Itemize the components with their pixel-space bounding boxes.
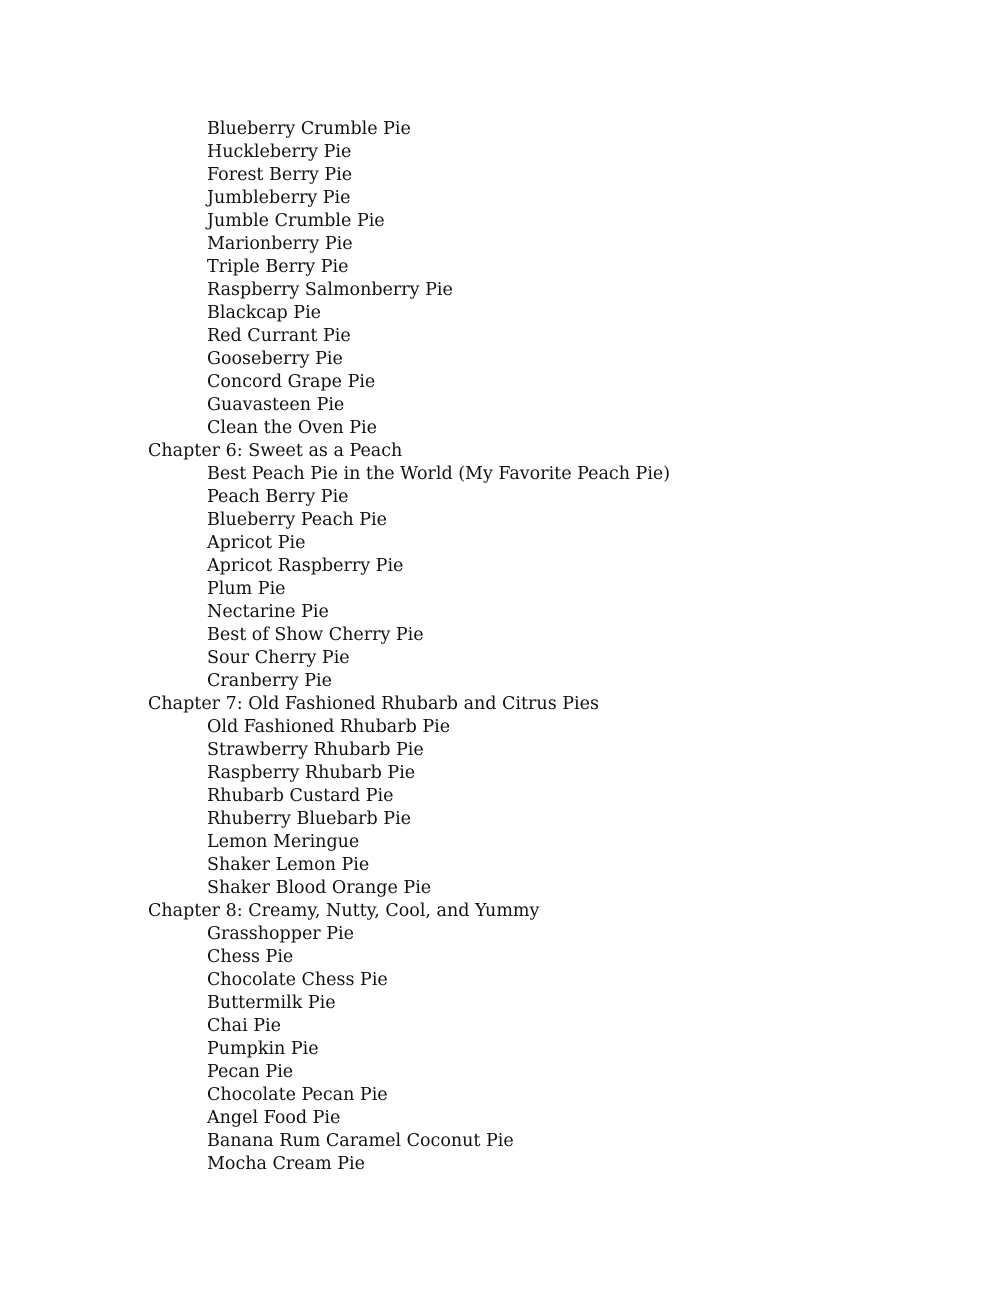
recipe-list-item: Mocha Cream Pie: [207, 1154, 365, 1174]
recipe-list-item: Red Currant Pie: [207, 326, 351, 346]
recipe-list-item: Peach Berry Pie: [207, 487, 349, 507]
recipe-list-item: Gooseberry Pie: [207, 349, 343, 369]
chapter-heading: Chapter 6: Sweet as a Peach: [148, 441, 403, 461]
recipe-list-item: Raspberry Rhubarb Pie: [207, 763, 416, 783]
recipe-list-item: Guavasteen Pie: [207, 395, 345, 415]
recipe-list-item: Chess Pie: [207, 947, 294, 967]
recipe-list-item: Triple Berry Pie: [207, 257, 349, 277]
recipe-list-item: Concord Grape Pie: [207, 372, 376, 392]
recipe-list-item: Best Peach Pie in the World (My Favorite Peach Pie): [207, 464, 671, 484]
recipe-list-item: Buttermilk Pie: [207, 993, 336, 1013]
recipe-list-item: Chocolate Chess Pie: [207, 970, 388, 990]
recipe-list-item: Forest Berry Pie: [207, 165, 353, 185]
recipe-list-item: Old Fashioned Rhubarb Pie: [207, 717, 451, 737]
recipe-list-item: Apricot Raspberry Pie: [207, 556, 404, 576]
recipe-list-item: Rhubarb Custard Pie: [207, 786, 394, 806]
recipe-list-item: Blackcap Pie: [207, 303, 322, 323]
recipe-list-item: Angel Food Pie: [207, 1108, 341, 1128]
recipe-list-item: Chai Pie: [207, 1016, 281, 1036]
recipe-list-item: Blueberry Crumble Pie: [207, 119, 411, 139]
recipe-list-item: Rhuberry Bluebarb Pie: [207, 809, 412, 829]
recipe-list-item: Chocolate Pecan Pie: [207, 1085, 388, 1105]
recipe-list-item: Clean the Oven Pie: [207, 418, 377, 438]
recipe-list-item: Best of Show Cherry Pie: [207, 625, 424, 645]
recipe-list-item: Blueberry Peach Pie: [207, 510, 387, 530]
recipe-list-item: Strawberry Rhubarb Pie: [207, 740, 424, 760]
recipe-list-item: Sour Cherry Pie: [207, 648, 350, 668]
recipe-list-item: Pumpkin Pie: [207, 1039, 319, 1059]
recipe-list-item: Grasshopper Pie: [207, 924, 354, 944]
recipe-list-item: Jumble Crumble Pie: [207, 211, 385, 231]
recipe-list-item: Apricot Pie: [207, 533, 306, 553]
recipe-list-item: Plum Pie: [207, 579, 286, 599]
recipe-list-item: Shaker Blood Orange Pie: [207, 878, 432, 898]
recipe-list-item: Jumbleberry Pie: [207, 188, 351, 208]
table-of-contents: [148, 118, 948, 1176]
recipe-list-item: Cranberry Pie: [207, 671, 332, 691]
recipe-list-item: Banana Rum Caramel Coconut Pie: [207, 1131, 514, 1151]
recipe-list-item: Pecan Pie: [207, 1062, 294, 1082]
recipe-list-item: Nectarine Pie: [207, 602, 329, 622]
recipe-list-item: Shaker Lemon Pie: [207, 855, 370, 875]
chapter-heading: Chapter 8: Creamy, Nutty, Cool, and Yummy: [148, 901, 540, 921]
recipe-list-item: Lemon Meringue: [207, 832, 360, 852]
recipe-list-item: Huckleberry Pie: [207, 142, 352, 162]
recipe-list-item: Marionberry Pie: [207, 234, 353, 254]
recipe-list-item: Raspberry Salmonberry Pie: [207, 280, 453, 300]
chapter-heading: Chapter 7: Old Fashioned Rhubarb and Citrus Pies: [148, 694, 599, 714]
